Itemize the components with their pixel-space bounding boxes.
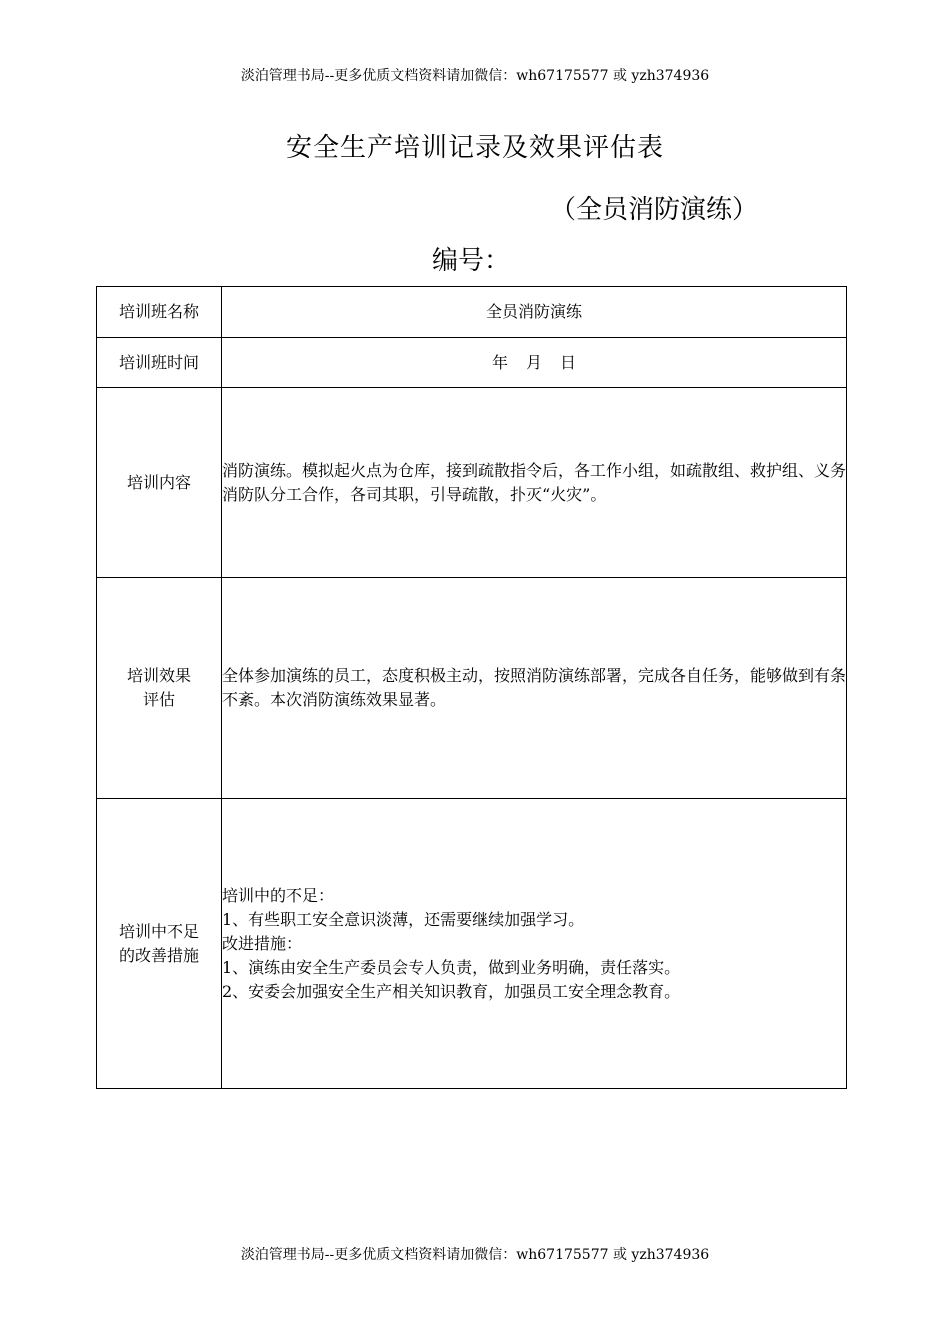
document-title: 安全生产培训记录及效果评估表 <box>285 133 664 163</box>
row-improvement <box>97 799 847 1089</box>
document-number-label: 编号： <box>432 246 511 276</box>
improvement-label-line2: 的改善措施 <box>118 945 199 965</box>
improvement-line: 培训中的不足： <box>222 885 335 905</box>
improvement-line: 1、有些职工安全意识淡薄，还需要继续加强学习。 <box>222 909 585 929</box>
effect-value: 全体参加演练的员工，态度积极主动，按照消防演练部署，完成各自任务，能够做到有条不紊。本次消防演练效果显著。 <box>222 578 847 799</box>
improvement-line: 改进措施： <box>222 933 303 953</box>
effect-label <box>97 578 222 799</box>
time-day: 日 <box>560 352 577 372</box>
header-note: 淡泊管理书局--更多优质文档资料请加微信：wh67175577 或 yzh374936 <box>240 68 710 84</box>
row-content <box>97 388 847 578</box>
effect-label-line1: 培训效果 <box>126 666 191 685</box>
class-time-value <box>222 338 847 388</box>
improvement-line: 1、演练由安全生产委员会专人负责，做到业务明确，责任落实。 <box>222 957 681 977</box>
content-value: 消防演练。模拟起火点为仓库，接到疏散指令后，各工作小组，如疏散组、救护组、义务消防队分工合作，各司其职，引导疏散，扑灭“火灾”。 <box>222 388 847 578</box>
improvement-value <box>222 799 847 1089</box>
time-month: 月 <box>525 352 542 372</box>
improvement-line: 2、安委会加强安全生产相关知识教育，加强员工安全理念教育。 <box>222 981 681 1001</box>
improvement-label <box>97 799 222 1089</box>
content-label: 培训内容 <box>97 388 222 578</box>
improvement-label-line1: 培训中不足 <box>118 921 199 941</box>
row-class-name <box>97 287 847 338</box>
class-name-label: 培训班名称 <box>97 287 222 338</box>
class-name-value: 全员消防演练 <box>222 287 847 338</box>
training-record-table <box>96 286 847 1089</box>
row-class-time <box>97 338 847 388</box>
class-time-label: 培训班时间 <box>97 338 222 388</box>
row-effect <box>97 578 847 799</box>
document-subtitle: （全员消防演练） <box>550 195 759 225</box>
footer-note: 淡泊管理书局--更多优质文档资料请加微信：wh67175577 或 yzh374936 <box>240 1247 710 1263</box>
time-year: 年 <box>491 352 508 372</box>
effect-label-line2: 评估 <box>142 690 175 709</box>
